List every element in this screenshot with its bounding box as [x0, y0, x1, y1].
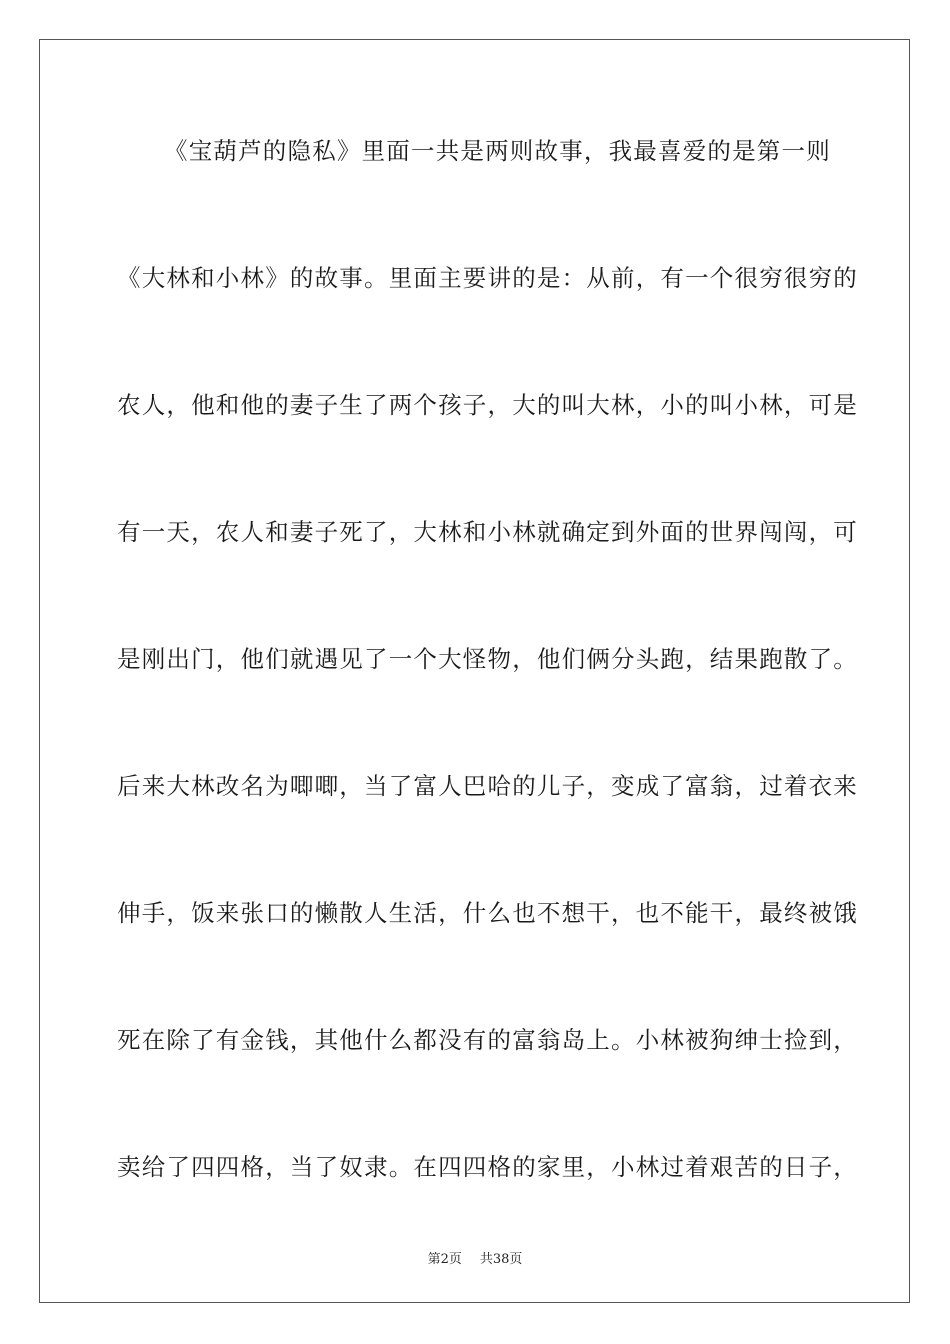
- paragraph-line: 后来大林改名为唧唧，当了富人巴哈的儿子，变成了富翁，过着衣来: [117, 772, 858, 800]
- paragraph-line: 死在除了有金钱，其他什么都没有的富翁岛上。小林被狗绅士捡到，: [117, 1026, 858, 1054]
- paragraph-line: 卖给了四四格，当了奴隶。在四四格的家里，小林过着艰苦的日子，: [117, 1153, 858, 1181]
- paragraph-line: 《宝葫芦的隐私》里面一共是两则故事，我最喜爱的是第一则: [164, 137, 831, 165]
- paragraph-line: 农人，他和他的妻子生了两个孩子，大的叫大林，小的叫小林，可是: [117, 391, 858, 419]
- paragraph-line: 是刚出门，他们就遇见了一个大怪物，他们俩分头跑，结果跑散了。: [117, 645, 858, 673]
- paragraph-line: 伸手，饭来张口的懒散人生活，什么也不想干，也不能干，最终被饿: [117, 899, 858, 927]
- page-number: 第2页: [427, 1252, 462, 1267]
- document-body: [117, 128, 858, 1271]
- page-footer: [0, 1248, 950, 1267]
- page-total: 共38页: [479, 1252, 523, 1267]
- paragraph-line: 《大林和小林》的故事。里面主要讲的是：从前，有一个很穷很穷的: [117, 264, 858, 292]
- paragraph-line: 有一天，农人和妻子死了，大林和小林就确定到外面的世界闯闯，可: [117, 518, 858, 546]
